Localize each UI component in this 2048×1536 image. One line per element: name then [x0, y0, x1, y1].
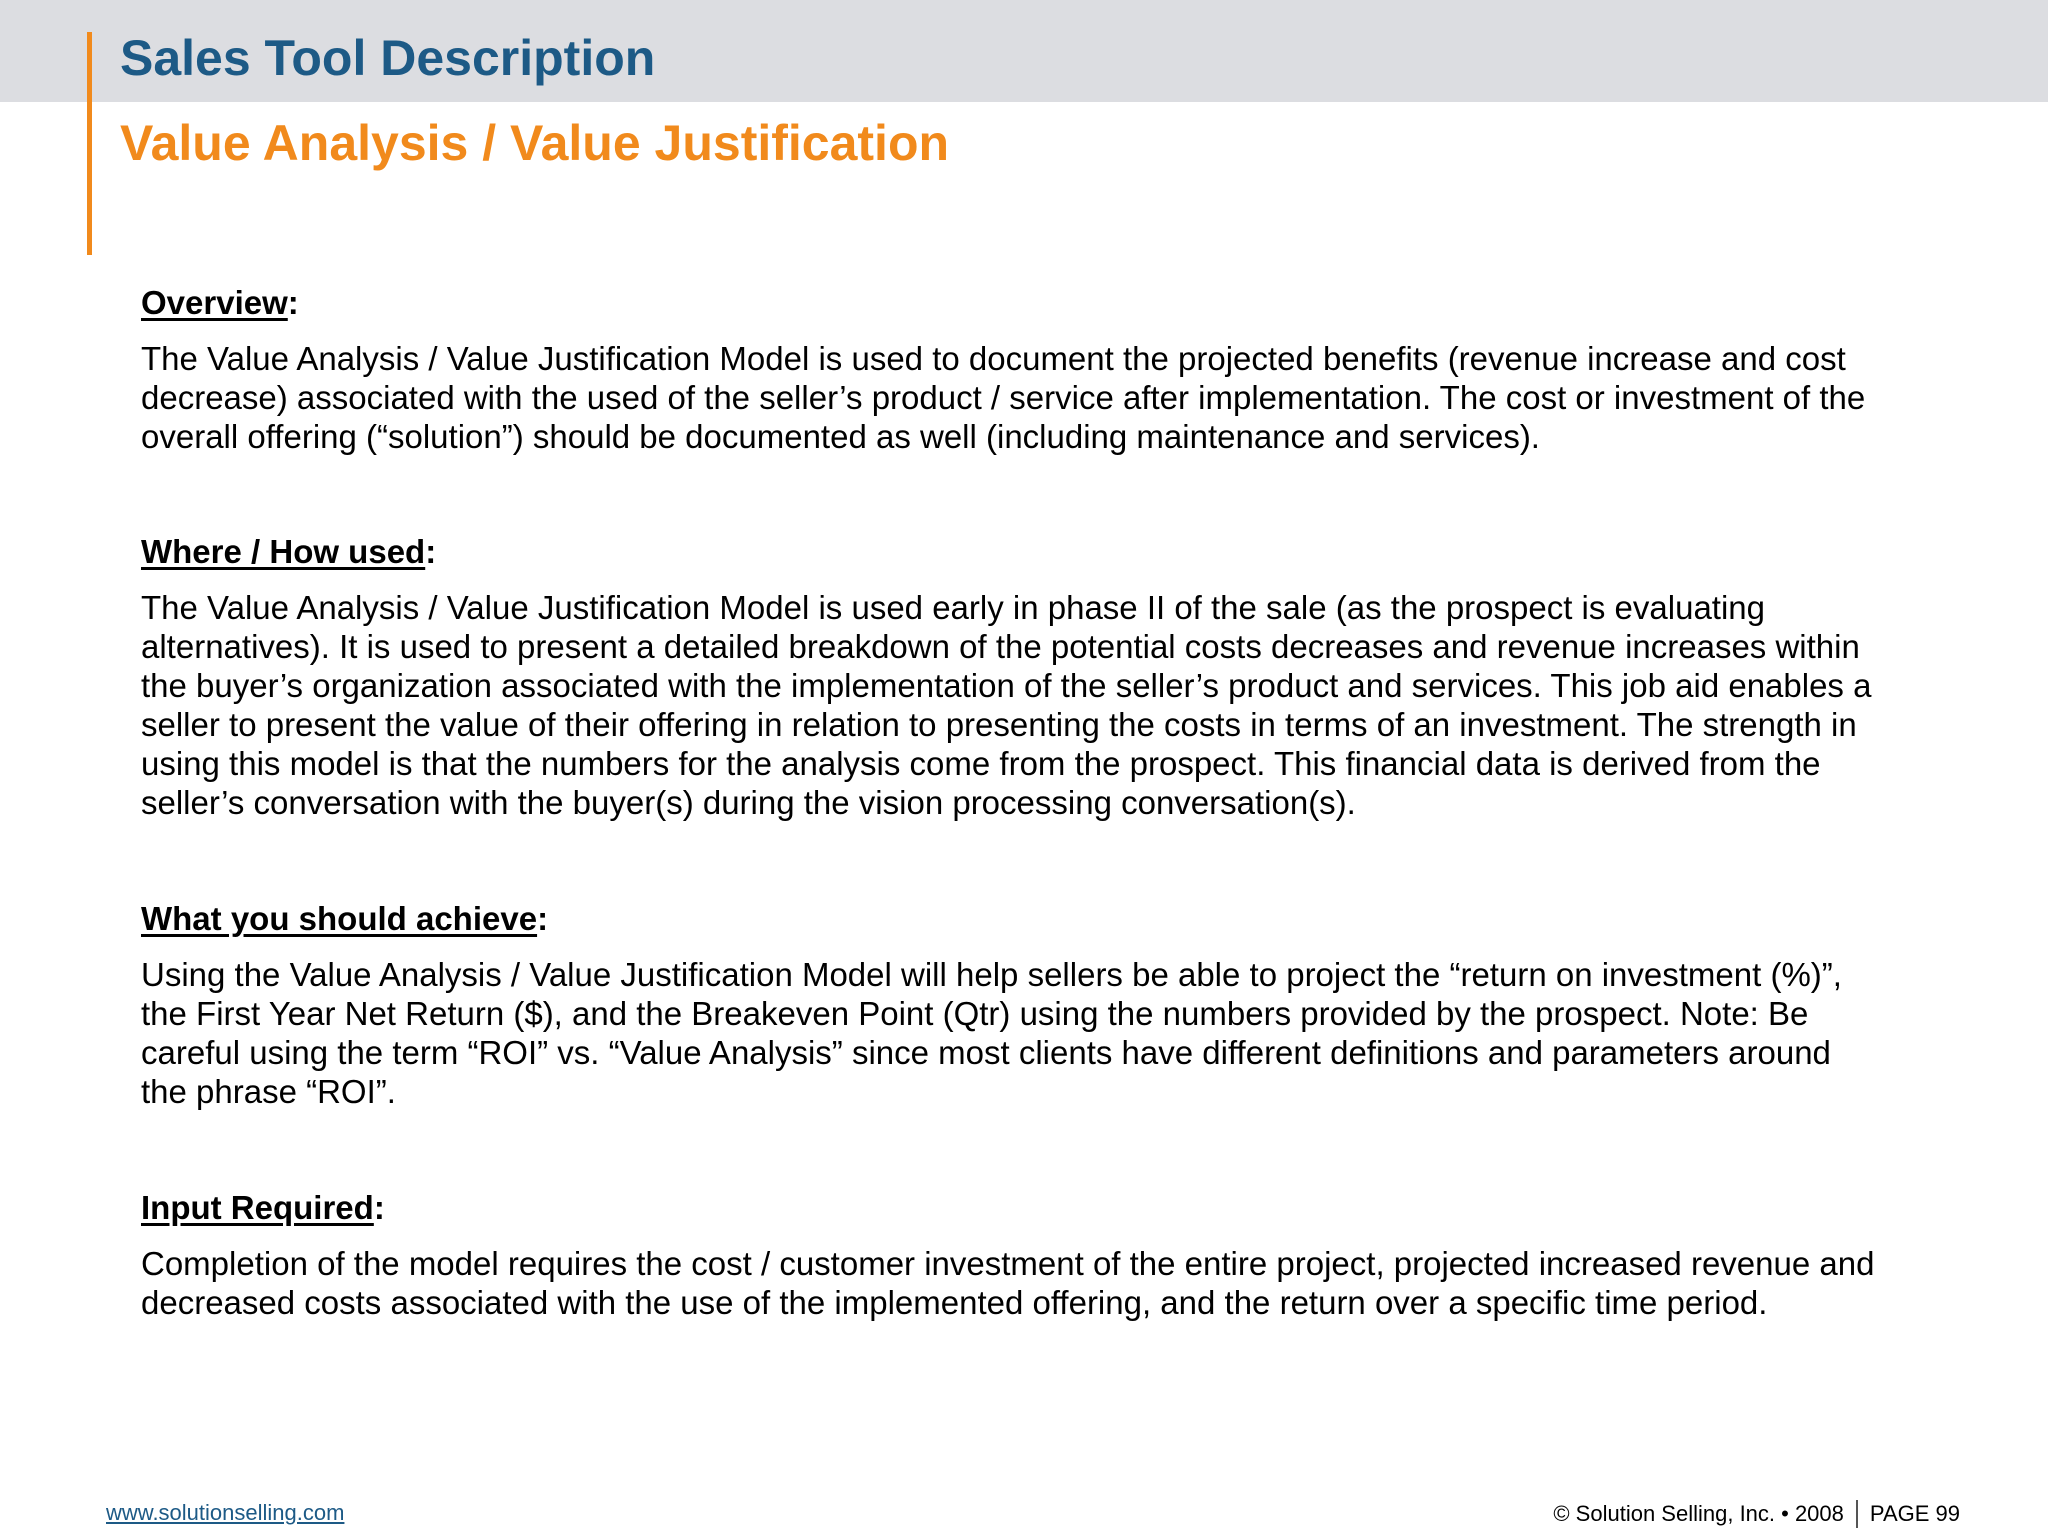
section-heading: What you should achieve:: [141, 900, 549, 937]
section-heading: Input Required:: [141, 1189, 385, 1226]
body-line: the phrase “ROI”.: [141, 1073, 396, 1110]
body-line: Using the Value Analysis / Value Justification Model will help sellers be able to project the “return on investment (%)”,: [141, 956, 1842, 993]
section-where-how-used: [141, 532, 1941, 822]
page-title: Sales Tool Description: [120, 30, 656, 86]
page-subtitle: Value Analysis / Value Justification: [120, 115, 950, 171]
body-line: seller to present the value of their offering in relation to presenting the costs in terms of an investment. The strength in: [141, 706, 1857, 743]
section-heading: Where / How used:: [141, 533, 437, 570]
body-line: alternatives). It is used to present a detailed breakdown of the potential costs decreases and revenue increases within: [141, 628, 1860, 665]
body-line: Completion of the model requires the cost / customer investment of the entire project, projected increased revenue and: [141, 1245, 1875, 1282]
section-heading-text: Overview: [141, 284, 288, 321]
section-body: [141, 1244, 1941, 1322]
body-line: The Value Analysis / Value Justification Model is used to document the projected benefits (revenue increase and cost: [141, 340, 1846, 377]
footer-info: [1553, 1500, 1960, 1528]
section-body: [141, 588, 1941, 822]
copyright-text: © Solution Selling, Inc. • 2008: [1553, 1501, 1844, 1526]
section-what-to-achieve: [141, 899, 1941, 1111]
section-heading: Overview:: [141, 284, 299, 321]
section-heading-text: What you should achieve: [141, 900, 538, 937]
section-heading-text: Where / How used: [141, 533, 426, 570]
section-body: [141, 339, 1941, 456]
section-heading-text: Input Required: [141, 1189, 374, 1226]
body-line: careful using the term “ROI” vs. “Value Analysis” since most clients have different definitions and parameters around: [141, 1034, 1831, 1071]
section-body: [141, 955, 1941, 1111]
page-number: PAGE 99: [1869, 1501, 1960, 1526]
section-input-required: [141, 1188, 1941, 1322]
section-overview: [141, 283, 1941, 456]
title-accent-bar: [87, 32, 92, 255]
body-line: decrease) associated with the used of the seller’s product / service after implementation. The cost or investment of the: [141, 379, 1866, 416]
body-line: the First Year Net Return ($), and the Breakeven Point (Qtr) using the numbers provided by the prospect. Note: Be: [141, 995, 1809, 1032]
body-line: decreased costs associated with the use of the implemented offering, and the return over a specific time period.: [141, 1284, 1768, 1321]
website-link[interactable]: www.solutionselling.com: [106, 1500, 345, 1525]
footer-divider: [1856, 1500, 1858, 1528]
body-line: using this model is that the numbers for the analysis come from the prospect. This financial data is derived from the: [141, 745, 1821, 782]
body-line: overall offering (“solution”) should be documented as well (including maintenance and services).: [141, 418, 1540, 455]
body-line: the buyer’s organization associated with the implementation of the seller’s product and services. This job aid enables a: [141, 667, 1872, 704]
body-line: seller’s conversation with the buyer(s) during the vision processing conversation(s).: [141, 784, 1356, 821]
body-line: The Value Analysis / Value Justification Model is used early in phase II of the sale (as the prospect is evaluating: [141, 589, 1766, 626]
